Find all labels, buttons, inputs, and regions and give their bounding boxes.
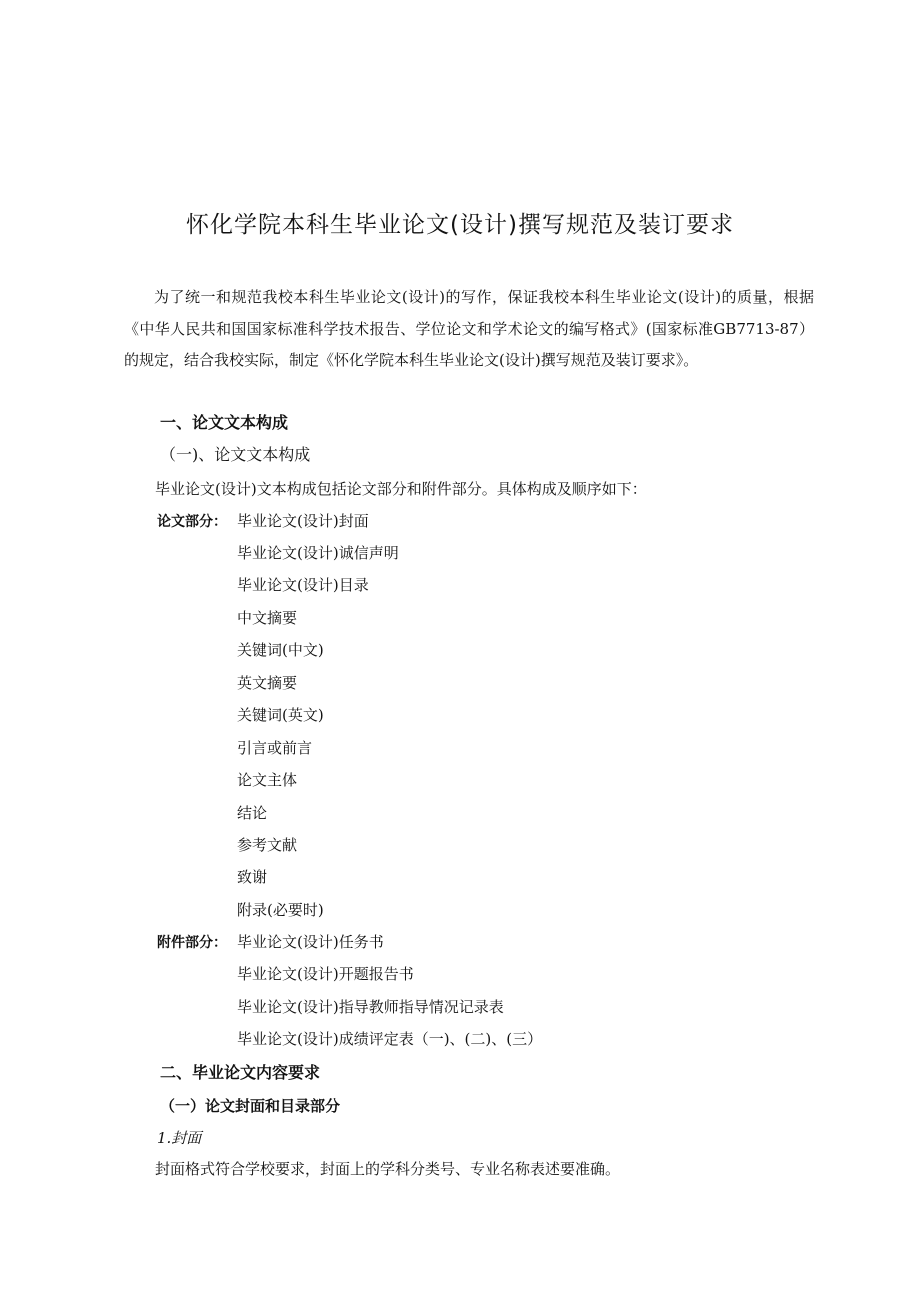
list-item: 论文主体 (237, 771, 298, 789)
list-item: 毕业论文(设计)目录 (237, 576, 369, 594)
cover-item-heading: 1.封面 (157, 1129, 202, 1147)
intro-paragraph: 为了统一和规范我校本科生毕业论文(设计)的写作，保证我校本科生毕业论文(设计)的质量，根据《中华人民共和国国家标准科学技术报告、学位论文和学术论文的编写格式》(国家标准GB7713-87）的规定，结合我校实际，制定《怀化学院本科生毕业论文(设计)撰写规范及装订要求》。 (124, 288, 814, 369)
list-item: 中文摘要 (237, 609, 298, 627)
page-title: 怀化学院本科生毕业论文(设计)撰写规范及装订要求 (186, 212, 734, 238)
list-item: 毕业论文(设计)指导教师指导情况记录表 (237, 998, 504, 1016)
attachment-part-label: 附件部分： (157, 935, 227, 951)
cover-item-text: 封面格式符合学校要求，封面上的学科分类号、专业名称表述要准确。 (155, 1160, 621, 1178)
section-2-heading: 二、毕业论文内容要求 (160, 1063, 321, 1082)
list-item: 毕业论文(设计)任务书 (237, 933, 384, 951)
list-item: 关键词(中文) (237, 641, 324, 659)
list-item: 致谢 (237, 868, 268, 886)
list-item: 英文摘要 (237, 674, 298, 692)
section-1-heading: 一、论文文本构成 (160, 413, 289, 432)
section-1-subheading: （一)、论文文本构成 (160, 445, 311, 464)
list-item: 引言或前言 (237, 739, 313, 757)
paper-part-label: 论文部分： (157, 514, 227, 530)
list-item: 参考文献 (237, 836, 298, 854)
list-item: 毕业论文(设计)诚信声明 (237, 544, 399, 562)
list-item: 毕业论文(设计)封面 (237, 512, 369, 530)
section-1-description: 毕业论文(设计)文本构成包括论文部分和附件部分。具体构成及顺序如下： (155, 480, 647, 498)
list-item: 毕业论文(设计)开题报告书 (237, 965, 414, 983)
list-item: 关键词(英文) (237, 706, 324, 724)
list-item: 毕业论文(设计)成绩评定表（一)、(二)、(三） (237, 1030, 543, 1048)
section-2-subheading: （一）论文封面和目录部分 (160, 1097, 341, 1115)
list-item: 结论 (237, 804, 268, 822)
list-item: 附录(必要时) (237, 901, 324, 919)
